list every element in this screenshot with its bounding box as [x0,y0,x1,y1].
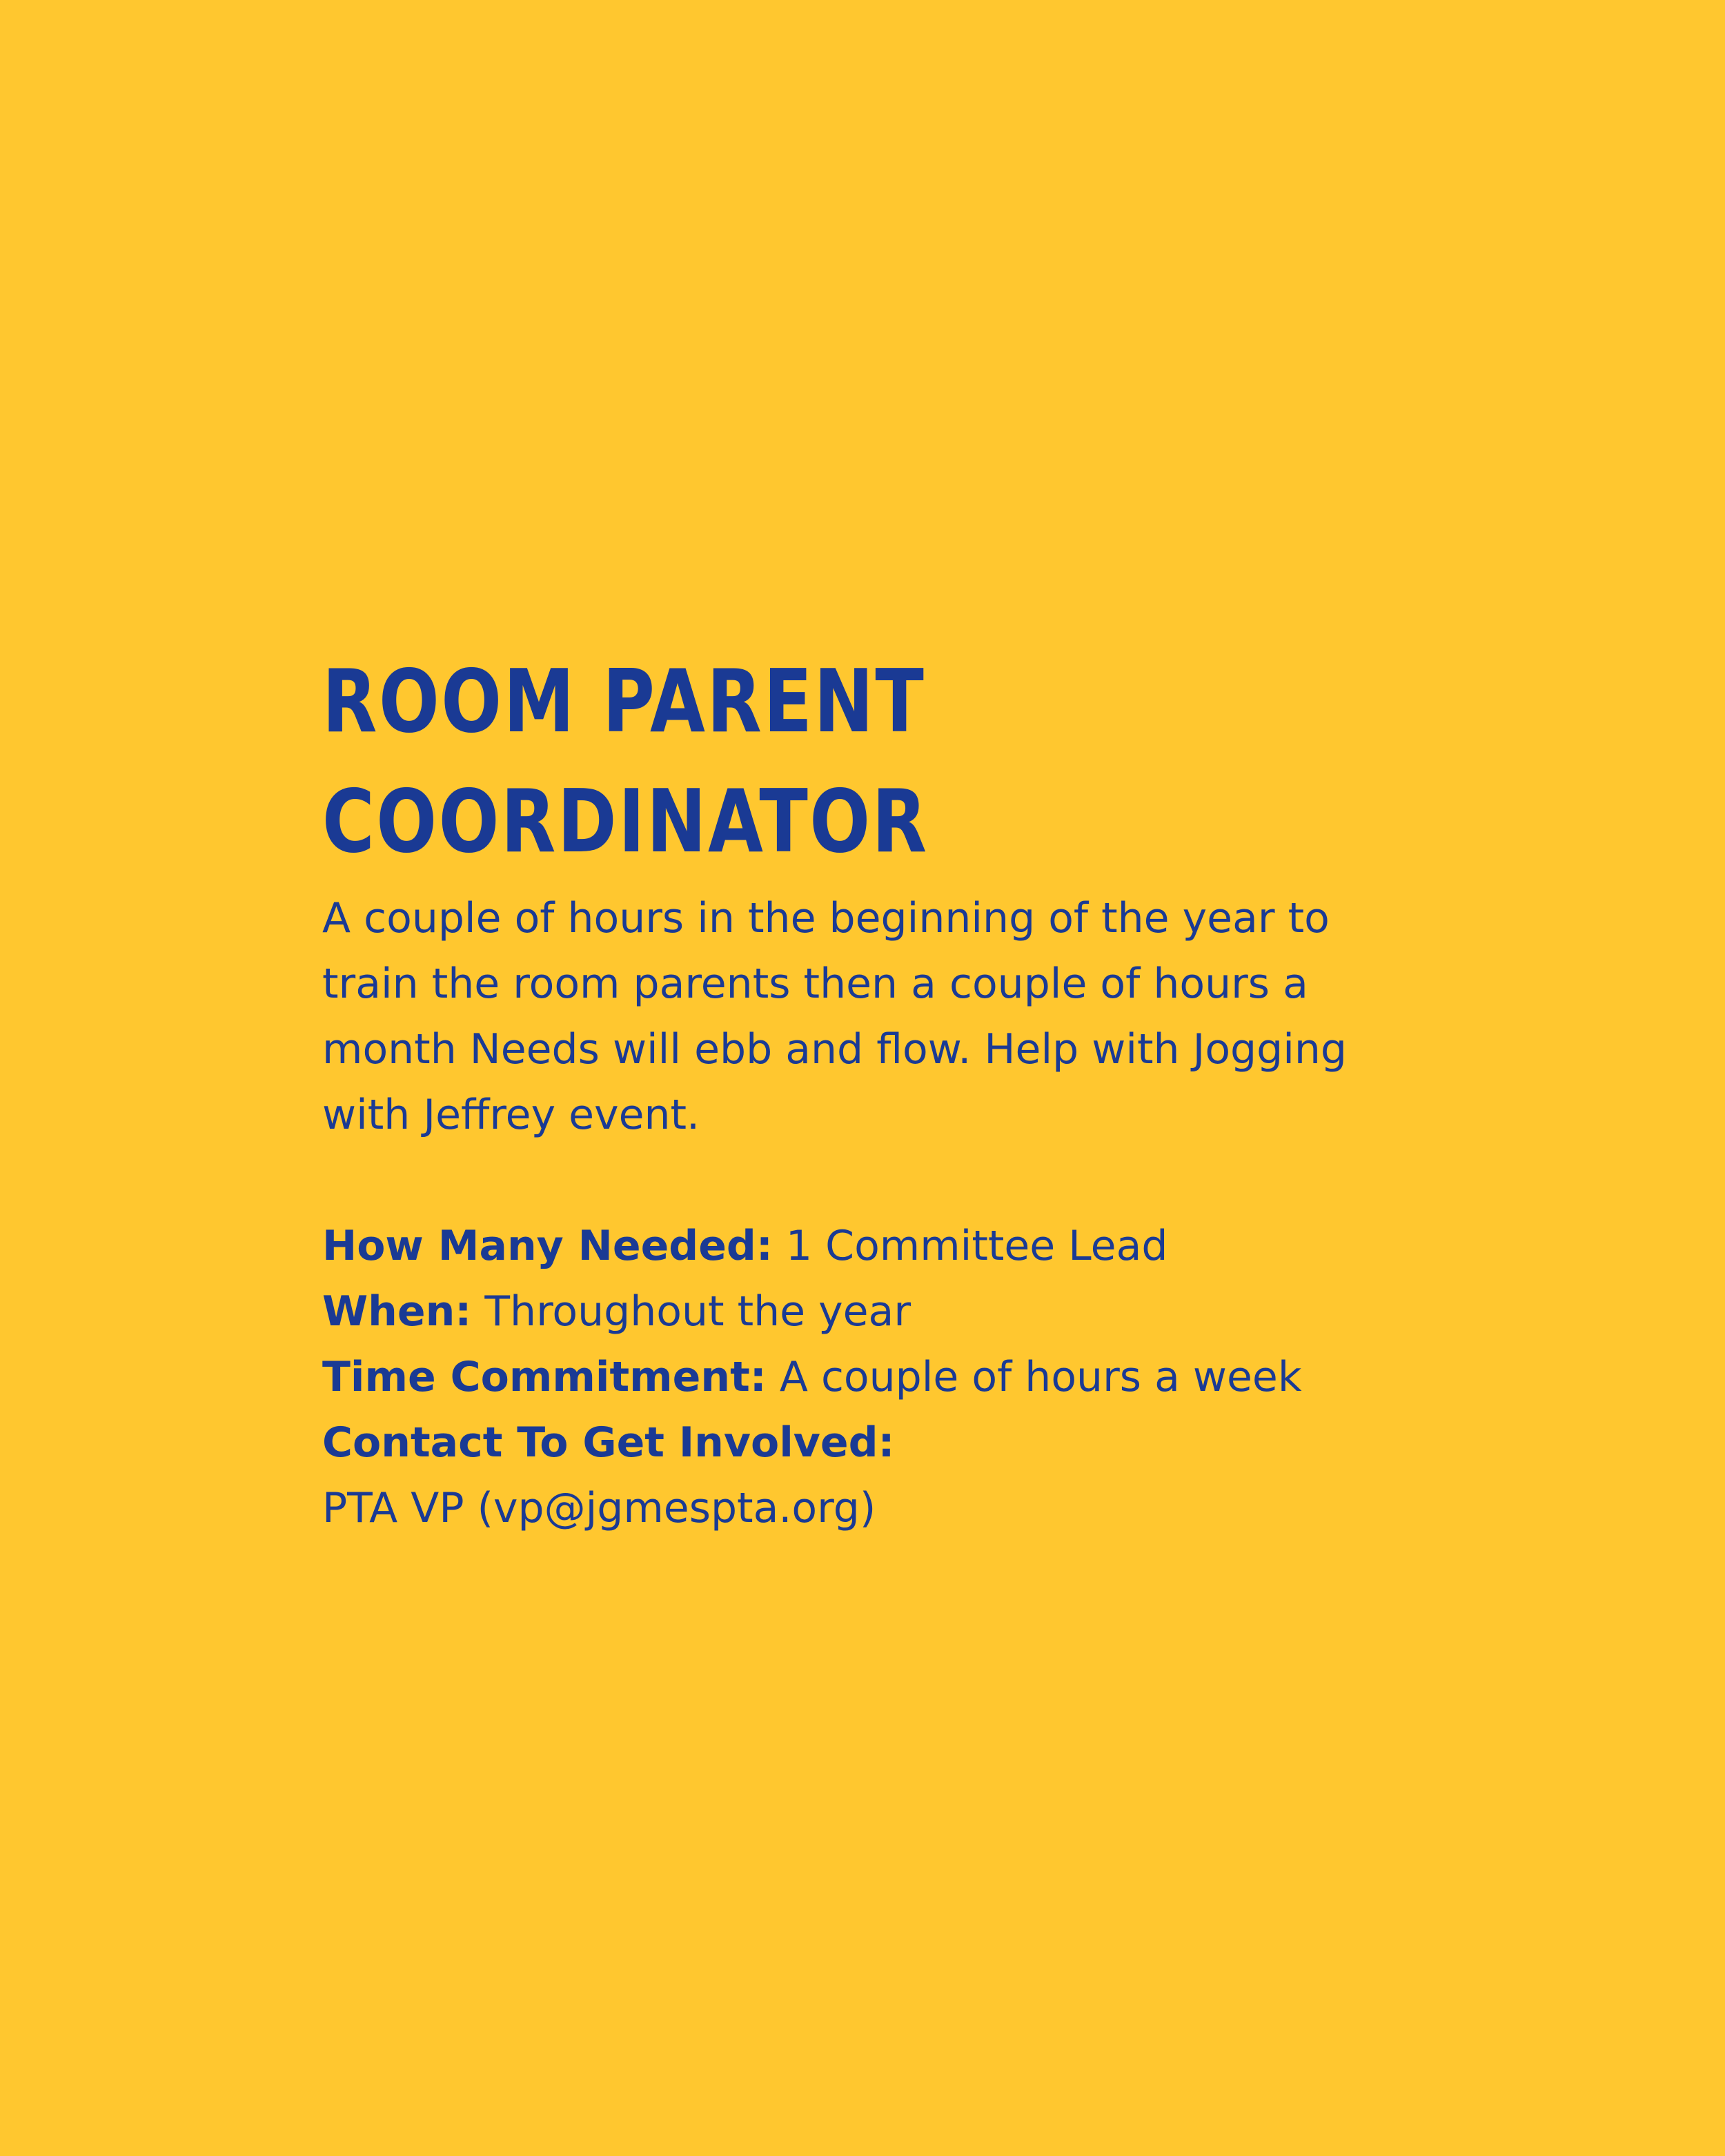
how-many-needed-row [322,1214,1426,1279]
time-commitment-label: Time Commitment: [322,1353,767,1401]
role-card [322,642,1426,1541]
time-commitment-row [322,1345,1426,1410]
contact-label: Contact To Get Involved: [322,1418,895,1467]
role-description: A couple of hours in the beginning of the year to train the room parents then a couple of hours a month Needs will ebb and flow. Help with Jogging with Jeffrey event. [322,894,1347,1139]
contact-value-row [322,1476,1426,1541]
contact-label-row [322,1410,1426,1476]
when-label: When: [322,1287,472,1336]
contact-value: PTA VP (vp@jgmespta.org) [322,1484,876,1532]
time-commitment-value: A couple of hours a week [766,1353,1302,1401]
role-title-line-1: ROOM PARENT [322,651,926,752]
how-many-needed-label: How Many Needed: [322,1222,773,1270]
when-value: Throughout the year [471,1287,911,1336]
how-many-needed-value: 1 Committee Lead [772,1222,1168,1270]
role-details [322,1214,1426,1541]
role-title [322,642,1228,882]
role-title-line-2: COORDINATOR [322,771,929,872]
when-row [322,1279,1426,1345]
